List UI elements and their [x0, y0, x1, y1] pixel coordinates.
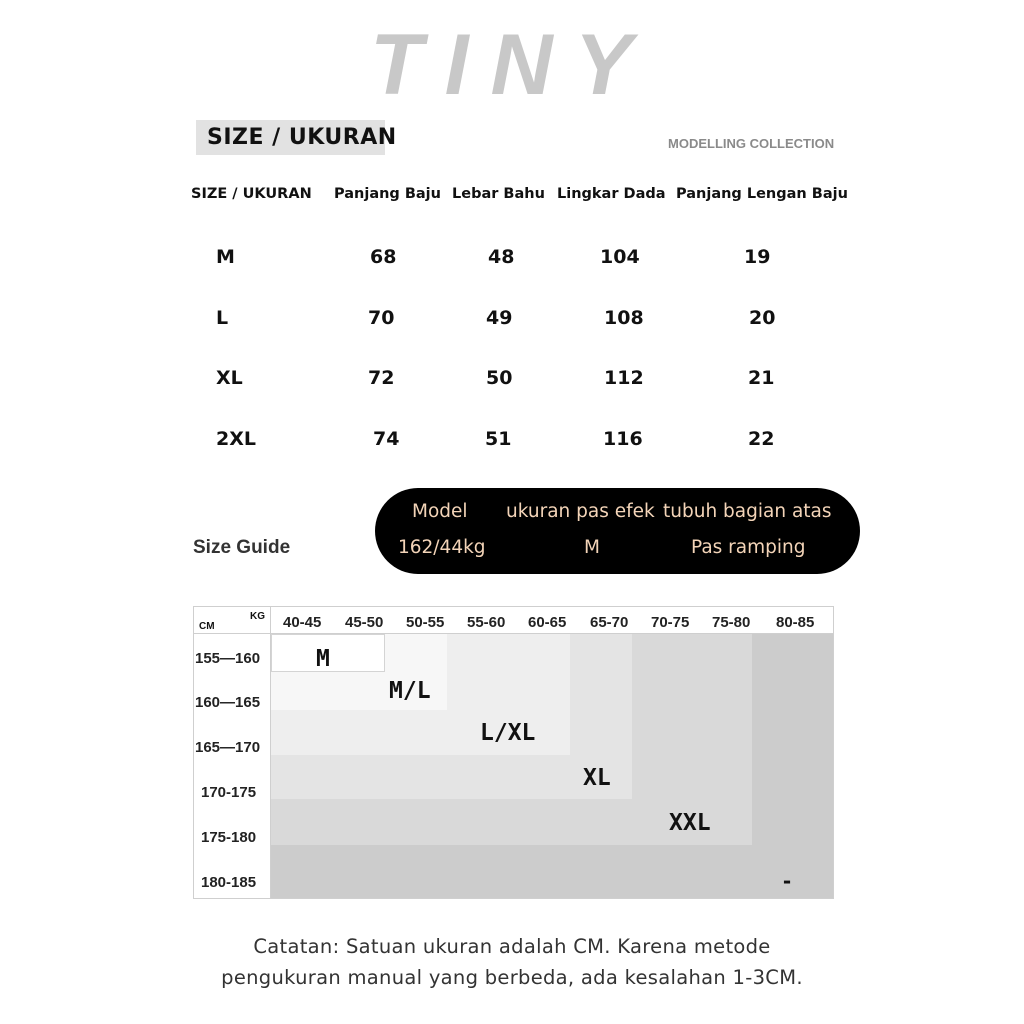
table-cell: 68	[370, 246, 397, 268]
zone-label: L/XL	[480, 720, 536, 746]
table-header-size: SIZE / UKURAN	[191, 186, 312, 202]
kg-range: 60-65	[528, 614, 567, 631]
kg-range: 45-50	[345, 614, 384, 631]
table-cell: 21	[748, 367, 775, 389]
kg-unit-label: KG	[250, 611, 265, 622]
table-cell: 104	[600, 246, 640, 268]
kg-range: 50-55	[406, 614, 445, 631]
section-title: SIZE / UKURAN	[207, 125, 397, 150]
model-info-text: M	[584, 537, 600, 558]
model-info-text: Pas ramping	[691, 537, 806, 558]
kg-range: 70-75	[651, 614, 690, 631]
kg-range: 40-45	[283, 614, 322, 631]
table-header-sleeve: Panjang Lengan Baju	[676, 186, 848, 202]
table-header-chest: Lingkar Dada	[557, 186, 666, 202]
size-guide-label: Size Guide	[193, 537, 291, 558]
kg-range: 65-70	[590, 614, 629, 631]
table-cell: 22	[748, 428, 775, 450]
model-info-text: tubuh bagian atas	[663, 501, 832, 522]
zone-label: M	[316, 646, 330, 672]
model-info-text: Model	[412, 501, 468, 522]
table-header-shoulder: Lebar Bahu	[452, 186, 545, 202]
zone-label: -	[781, 869, 794, 893]
grid-border	[193, 606, 834, 899]
table-header-length: Panjang Baju	[334, 186, 441, 202]
table-cell: 49	[486, 307, 513, 329]
kg-range: 55-60	[467, 614, 506, 631]
zone-label: XXL	[669, 810, 711, 836]
grid-header-divider	[193, 633, 834, 634]
note-line-2: pengukuran manual yang berbeda, ada kesalahan 1-3CM.	[221, 966, 803, 989]
brand-logo: TINY	[370, 17, 654, 113]
table-cell: 116	[603, 428, 643, 450]
table-cell: 20	[749, 307, 776, 329]
model-info-text: 162/44kg	[398, 537, 486, 558]
model-info-text: ukuran pas efek	[506, 501, 655, 522]
cm-range: 170-175	[201, 784, 257, 801]
cm-range: 155—160	[195, 650, 261, 667]
table-cell: 72	[368, 367, 395, 389]
table-cell: 19	[744, 246, 771, 268]
grid-column-divider	[270, 606, 271, 899]
table-cell: XL	[216, 367, 243, 389]
cm-range: 175-180	[201, 829, 257, 846]
cm-range: 165—170	[195, 739, 261, 756]
cm-unit-label: CM	[199, 621, 215, 632]
table-cell: 74	[373, 428, 400, 450]
table-cell: 70	[368, 307, 395, 329]
collection-label: MODELLING COLLECTION	[668, 136, 835, 151]
zone-label: M/L	[389, 678, 431, 704]
table-cell: 112	[604, 367, 644, 389]
table-cell: 108	[604, 307, 644, 329]
kg-range: 75-80	[712, 614, 751, 631]
table-cell: M	[216, 246, 235, 268]
table-cell: L	[216, 307, 229, 329]
table-cell: 51	[485, 428, 512, 450]
table-cell: 48	[488, 246, 515, 268]
zone-label: XL	[583, 765, 611, 791]
cm-range: 180-185	[201, 874, 257, 891]
table-cell: 50	[486, 367, 513, 389]
cm-range: 160—165	[195, 694, 261, 711]
note-line-1: Catatan: Satuan ukuran adalah CM. Karena metode	[253, 935, 771, 958]
kg-range: 80-85	[776, 614, 815, 631]
table-cell: 2XL	[216, 428, 256, 450]
